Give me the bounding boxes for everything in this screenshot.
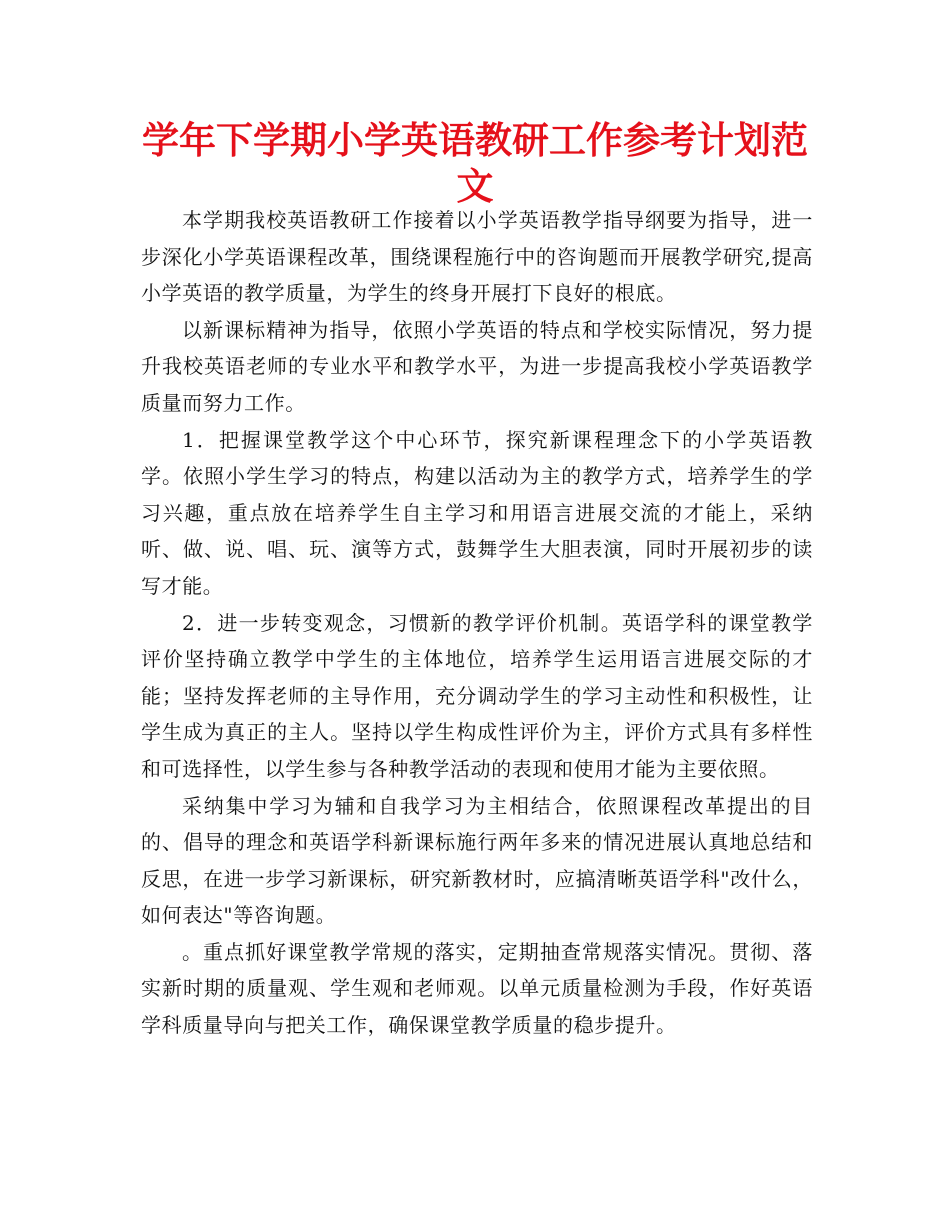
paragraph-intro: 本学期我校英语教研工作接着以小学英语教学指导纲要为指导，进一步深化小学英语课程改革，围绕课程施行中的咨询题而开展教学研究,提高小学英语的教学质量，为学生的终身开展打下良好的根底。: [141, 208, 813, 306]
paragraph-item-2: 2．进一步转变观念，习惯新的教学评价机制。英语学科的课堂教学评价坚持确立教学中学生的主体地位，培养学生运用语言进展交际的才能；坚持发挥老师的主导作用，充分调动学生的学习主动性和积极性，让学生成为真正的主人。坚持以学生构成性评价为主，评价方式具有多样性和可选择性，以学生参与各种教学活动的表现和使用才能为主要依照。: [141, 610, 813, 781]
paragraph-guiding-idea: 以新课标精神为指导，依照小学英语的特点和学校实际情况，努力提升我校英语老师的专业水平和教学水平，为进一步提高我校小学英语教学质量而努力工作。: [141, 317, 813, 415]
paragraph-quality: 。重点抓好课堂教学常规的落实，定期抽查常规落实情况。贯彻、落实新时期的质量观、学生观和老师观。以单元质量检测为手段，作好英语学科质量导向与把关工作，确保课堂教学质量的稳步提升。: [141, 939, 813, 1038]
paragraph-study-method: 采纳集中学习为辅和自我学习为主相结合，依照课程改革提出的目的、倡导的理念和英语学科新课标施行两年多来的情况进展认真地总结和反思，在进一步学习新课标，研究新教材时，应搞清晰英语学科"改什么，如何表达"等咨询题。: [141, 793, 813, 928]
document-title: 学年下学期小学英语教研工作参考计划范文: [142, 119, 808, 208]
document-body: [141, 202, 813, 1044]
paragraph-item-1: 1．把握课堂教学这个中心环节，探究新课程理念下的小学英语教学。依照小学生学习的特点，构建以活动为主的教学方式，培养学生的学习兴趣，重点放在培养学生自主学习和用语言进展交流的才能上，采纳听、做、说、唱、玩、演等方式，鼓舞学生大胆表演，同时开展初步的读写才能。: [141, 427, 813, 598]
